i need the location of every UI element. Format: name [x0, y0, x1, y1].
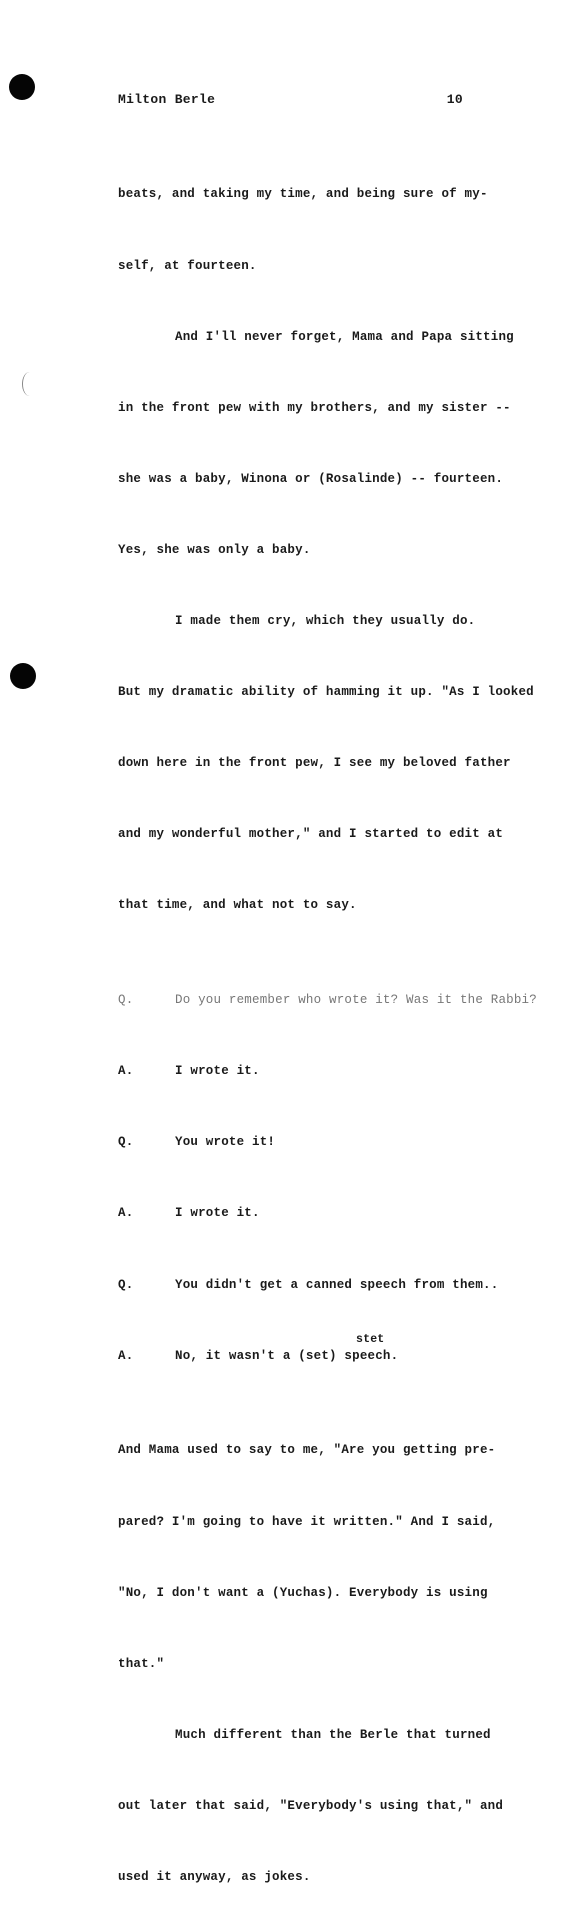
- punch-hole-bottom: [10, 663, 36, 689]
- body-line: and my wonderful mother," and I started to edit at: [118, 827, 504, 842]
- qa-text: You didn't get a canned speech from them..: [175, 1277, 499, 1292]
- body-line: beats, and taking my time, and being sure of my-: [118, 187, 488, 202]
- qa-line: [118, 1060, 498, 1084]
- margin-mark: [22, 372, 37, 396]
- qa-line: [118, 989, 537, 1013]
- qa-line: [118, 1131, 498, 1155]
- qa-text: No, it wasn't a (set) speech.: [175, 1348, 399, 1363]
- body-line: that.": [118, 1656, 165, 1671]
- qa-text: I wrote it.: [175, 1064, 260, 1079]
- qa-text: I wrote it.: [175, 1206, 260, 1221]
- body-line: down here in the front pew, I see my beloved father: [118, 756, 511, 771]
- body-line: she was a baby, Winona or (Rosalinde) -- fourteen.: [118, 471, 504, 486]
- qa-line: [118, 1274, 498, 1298]
- header-name: Milton Berle: [118, 92, 216, 107]
- punch-hole-top: [9, 74, 35, 100]
- body-line: Much different than the Berle that turned: [175, 1727, 491, 1742]
- body-line: self, at fourteen.: [118, 258, 257, 273]
- body-line: And Mama used to say to me, "Are you getting pre-: [118, 1443, 496, 1458]
- body-line: And I'll never forget, Mama and Papa sitting: [175, 329, 514, 344]
- qa-label: A.: [118, 1206, 134, 1221]
- body-line: out later that said, "Everybody's using that," and: [118, 1798, 504, 1813]
- qa-line: [118, 1332, 498, 1369]
- body-line: that time, and what not to say.: [118, 898, 357, 913]
- page-number: 10: [446, 92, 463, 107]
- stet-annotation: stet: [356, 1332, 385, 1346]
- qa-label: Q.: [118, 1277, 134, 1292]
- qa-label: Q.: [118, 1135, 134, 1150]
- qa-label: Q.: [118, 993, 134, 1008]
- body-line: Yes, she was only a baby.: [118, 542, 311, 557]
- body-line: I made them cry, which they usually do.: [175, 613, 476, 628]
- body-line: But my dramatic ability of hamming it up. "As I looked: [118, 685, 534, 700]
- body-line: used it anyway, as jokes.: [118, 1869, 311, 1884]
- body-line: pared? I'm going to have it written." And I said,: [118, 1514, 496, 1529]
- qa-line: [118, 1202, 498, 1226]
- document-body: [118, 136, 537, 1913]
- qa-label: A.: [118, 1348, 134, 1363]
- qa-label: A.: [118, 1064, 134, 1079]
- body-line: in the front pew with my brothers, and my sister --: [118, 400, 511, 415]
- qa-text: You wrote it!: [175, 1135, 276, 1150]
- qa-text: Do you remember who wrote it? Was it the Rabbi?: [175, 993, 537, 1008]
- body-line: "No, I don't want a (Yuchas). Everybody is using: [118, 1585, 488, 1600]
